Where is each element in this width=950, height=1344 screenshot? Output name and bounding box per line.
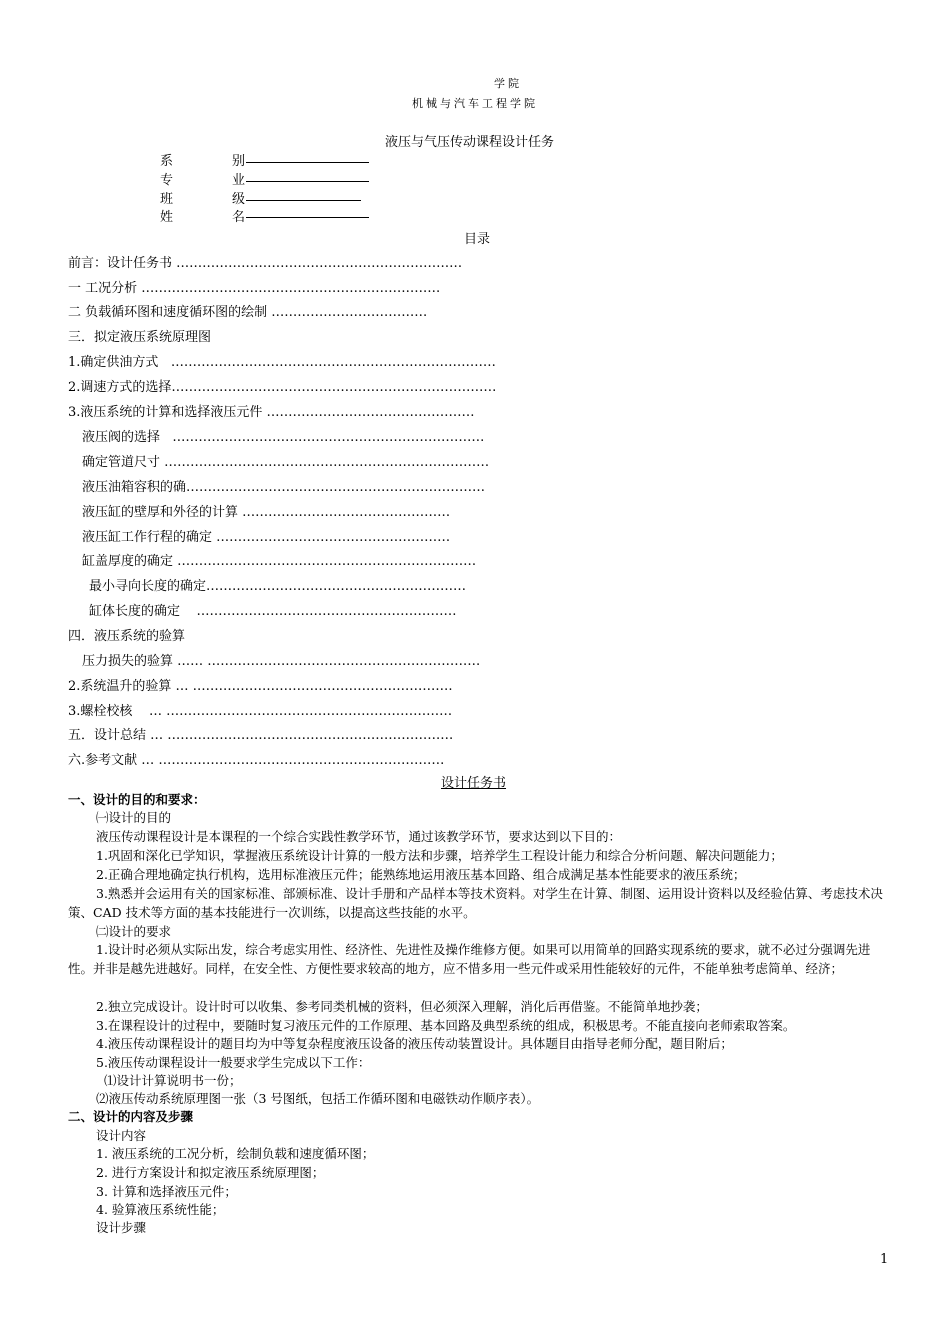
toc-item [68,252,462,271]
s2-item: 4. 验算液压系统性能； [96,1202,225,1217]
toc-dots: …………………………………………………………… [141,281,441,296]
toc-label: 液压缸的壁厚和外径的计算 [82,505,239,520]
toc-dots: ………………………………………… [266,405,475,420]
field-dept-char1: 系 [160,154,174,169]
field-major-char2: 业 [232,173,246,188]
toc-item [82,426,484,445]
field-major-line [246,181,369,182]
s2-item: 3. 计算和选择液压元件； [96,1184,237,1199]
toc-item [82,526,450,545]
toc-item [82,550,476,569]
toc-label: 2.系统温升的验算 [68,679,172,694]
toc-dots: ……………………………………………………………… [172,430,485,445]
toc-label: 液压油箱容积的确 [82,480,187,495]
s1-r5b: ⑵液压传动系统原理图一张（3 号图纸，包括工作循环图和电磁铁动作顺序表）。 [96,1091,540,1106]
toc-label: 3.液压系统的计算和选择液压元件 [68,405,263,420]
toc-dots: … ………………………………………………………… [148,704,453,719]
toc-dots: ………………………………………………………………… [171,380,497,395]
toc-dots: … ………………………………………………………… [150,728,454,743]
toc-item [68,675,453,694]
field-name-char1: 姓 [160,210,174,225]
toc-title: 目录 [464,232,491,247]
field-major-char1: 专 [160,173,174,188]
s2-sub2: 设计步骤 [96,1220,147,1235]
toc-label: 一 工况分析 [68,281,138,296]
s1-r5: 5.液压传动课程设计一般要求学生完成以下工作： [96,1055,371,1070]
toc-label: 四．液压系统的验算 [68,629,186,644]
toc-dots: ……………………………… [271,305,428,320]
toc-label: 最小寻向长度的确定 [89,579,207,594]
toc-item [68,351,496,370]
college-line-2: 机械与汽车工程学院 [412,97,538,110]
s1-heading: 一、设计的目的和要求： [68,792,206,807]
toc-dots: ………………………………………………………………… [164,455,490,470]
toc-dots: ………………………………………………………………… [170,355,496,370]
toc-item [68,326,211,345]
s1-sub2: ㈡设计的要求 [96,924,172,939]
toc-label: 确定管道尺寸 [82,455,161,470]
toc-label: 缸体长度的确定 [89,604,181,619]
s2-item: 1. 液压系统的工况分析，绘制负载和速度循环图； [96,1146,375,1161]
field-dept-char2: 别 [232,154,246,169]
toc-dots: ………………………………………… [242,505,451,520]
toc-item [82,650,480,669]
college-line-1: 学院 [494,77,522,90]
s2-heading: 二、设计的内容及步骤 [68,1109,194,1124]
page-number: 1 [880,1252,889,1267]
toc-dots: …………………………………………………………… [186,480,486,495]
toc-dots: …… ……………………………………………………… [177,654,481,669]
field-class-line [246,200,361,201]
s1-r5a: ⑴设计计算说明书一份； [104,1073,242,1088]
toc-dots: …………………………………………………… [196,604,457,619]
toc-item [68,376,496,395]
toc-item [82,501,450,520]
toc-dots: …………………………………………………… [206,579,467,594]
s2-sub1: 设计内容 [96,1128,147,1143]
toc-label: 1.确定供油方式 [68,355,159,370]
toc-item [68,301,427,320]
toc-item [68,401,475,420]
toc-dots: … ………………………………………………………… [141,753,445,768]
toc-label: 前言：设计任务书 [68,256,173,271]
toc-dots: …………………………………………………………… [177,554,477,569]
s1-r4: 4.液压传动课程设计的题目均为中等复杂程度液压设备的液压传动装置设计。具体题目由指导老师分配，题目附后； [96,1036,733,1051]
toc-dots: ………………………………………………………… [176,256,463,271]
s1-sub1: ㈠设计的目的 [96,810,172,825]
toc-item [89,575,466,594]
s1-p4: 3.熟悉并会运用有关的国家标准、部颁标准、设计手册和产品样本等技术资料。对学生在计算、制图、运用设计资料以及经验估算、考虑技术决策、CAD 技术等方面的基本技能进行一次训练，以提高这些技能的水平。 [68,886,883,920]
toc-item [82,451,489,470]
toc-item [68,749,444,768]
toc-item [89,600,457,619]
field-class-char1: 班 [160,192,174,207]
toc-label: 3.螺栓校核 [68,704,133,719]
task-title: 液压与气压传动课程设计任务 [385,135,555,150]
s1-r3: 3.在课程设计的过程中，要随时复习液压元件的工作原理、基本回路及典型系统的组成，积极思考。不能直接向老师索取答案。 [96,1018,796,1033]
toc-item [82,476,485,495]
toc-label: 缸盖厚度的确定 [82,554,174,569]
s1-p3: 2.正确合理地确定执行机构，选用标准液压元件；能熟练地运用液压基本回路、组合成满足基本性能要求的液压系统； [96,867,746,882]
toc-label: 三．拟定液压系统原理图 [68,330,212,345]
toc-item [68,724,453,743]
field-class-char2: 级 [232,192,246,207]
section-title: 设计任务书 [441,776,507,791]
toc-label: 二 负载循环图和速度循环图的绘制 [68,305,268,320]
s1-p1: 液压传动课程设计是本课程的一个综合实践性教学环节，通过该教学环节，要求达到以下目的： [96,829,622,844]
s1-p2: 1.巩固和深化已学知识，掌握液压系统设计计算的一般方法和步骤，培养学生工程设计能力和综合分析问题、解决问题能力； [96,848,783,863]
s2-item: 2. 进行方案设计和拟定液压系统原理图； [96,1165,325,1180]
s1-r1: 1.设计时必须从实际出发，综合考虑实用性、经济性、先进性及操作维修方便。如果可以用简单的回路实现系统的要求，就不必过分强调先进性。并非是越先进越好。同样，在安全性、方便性要求较高的地方，应不惜多用一些元件或采用性能较好的元件，不能单独考虑简单、经济； [68,942,871,976]
s1-r2: 2.独立完成设计。设计时可以收集、参考同类机械的资料，但必须深入理解，消化后再借鉴。不能简单地抄袭； [96,999,708,1014]
field-name-char2: 名 [232,210,246,225]
toc-item [68,277,440,296]
toc-label: 六.参考文献 [68,753,138,768]
toc-item [68,625,185,644]
field-dept-line [246,162,369,163]
toc-label: 五．设计总结 [68,728,147,743]
toc-dots: … …………………………………………………… [175,679,453,694]
toc-label: 液压阀的选择 [82,430,161,445]
toc-dots: ……………………………………………… [216,530,451,545]
toc-label: 液压缸工作行程的确定 [82,530,213,545]
toc-item [68,700,452,719]
field-name-line [246,217,369,218]
toc-label: 压力损失的验算 [82,654,174,669]
toc-label: 2.调速方式的选择 [68,380,172,395]
